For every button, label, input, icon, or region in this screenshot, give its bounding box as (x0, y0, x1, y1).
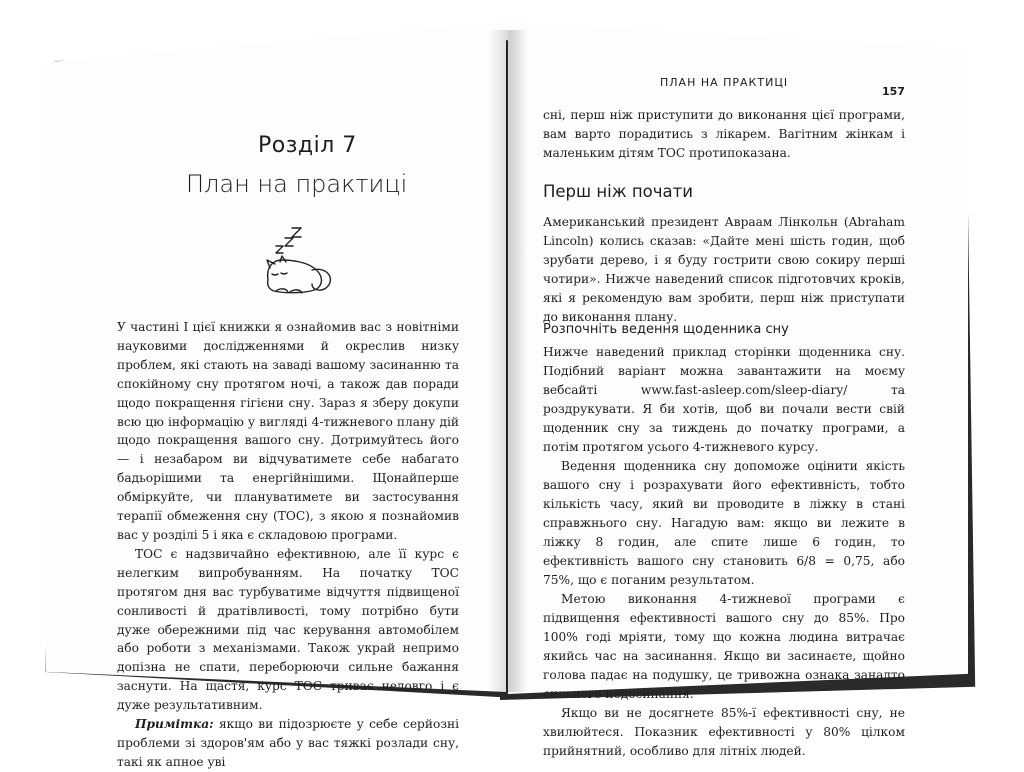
paragraph: ТОС є надзвичайно ефективною, але її курс є нелегким випробуванням. На початку ТОС протягом дня вас турбуватиме відчуття підвищеної сонливості й дратівливості, тому потрібно бути дуже обережними під час керування автомобілем або роботи з механізмами. Також украй непримо допізна не спати, переборюючи сильне бажання заснути. На щастя, курс ТОС триває недовго і є дуже результативним. (117, 546, 459, 713)
right-body-text (543, 343, 905, 761)
paragraph: Якщо ви не досягнете 85%-ї ефективності сну, не хвилюйтеся. Показник ефективності у 80% цілком прийнятний, особливо для літніх людей. (543, 706, 905, 758)
paragraph: Метою виконання 4-тижневої програми є підвищення ефективності вашого сну до 85%. Про 100% годі мріяти, тому що кожна людина витрачає якийсь час на засинання. Якщо ви засинаєте, щойно голова падає на подушку, це тривожна ознака занадто сильного недосипання. (543, 592, 905, 701)
note-lead: Примітка: (135, 717, 214, 732)
paragraph: Нижче наведений приклад сторінки щоденника сну. Подібний варіант можна завантажити на моєму вебсайті www.fast-asleep.com/sleep-diary/ та роздрукувати. Я би хотів, щоб ви почали вести свій щоденник сну за тиждень до початку програми, а потім протягом усього 4-тижневого курсу. (543, 345, 905, 454)
page-number: 157 (882, 85, 905, 98)
paragraph: У частині I цієї книжки я ознайомив вас з новітніми науковими дослідженнями й окреслив низку проблем, які стають на заваді вашому засинанню та спокійному сну протягом ночі, а також дав поради щодо покращення гігієни сну. Зараз я зберу докупи всю цю інформацію у вигляді 4-тижневого плану дій щодо покращення вашого сну. Дотримуйтесь його — і незабаром ви відчуватимете себе набагато бадьорішими та енергійнішими. Щонайперше обміркуйте, чи плануватимете ви застосування терапії обмеження сну (ТОС), з якою я познайомив вас у розділі 5 і яка є складовою програми. (117, 320, 459, 542)
book-gutter (488, 30, 528, 692)
paragraph: Американський президент Авраам Лінкольн (Abraham Lincoln) колись сказав: «Дайте мені шість годин, щоб зрубати дерево, і я буду гострити свою сокиру перші чотири». Нижче наведений список підготовчих кроків, які я рекомендую вам зробити, перш ніж приступати до виконання плану. (543, 215, 905, 324)
continued-paragraph (543, 106, 905, 163)
subsection-heading: Розпочніть ведення щоденника сну (543, 322, 789, 337)
intro-text (543, 213, 905, 327)
chapter-title: План на практиці (186, 170, 408, 198)
paragraph: Ведення щоденника сну допоможе оцінити якість вашого сну і розрахувати його ефективність, тобто кількість часу, який ви проводите в ліжку в стані справжнього сну. Нагадую вам: якщо ви лежите в ліжку 8 годин, але спите лише 6 годин, то ефективність вашого сну становить 6/8 = 0,75, або 75%, що є поганим результатом. (543, 459, 905, 587)
note-paragraph (117, 715, 459, 772)
left-body-text (117, 318, 459, 772)
sleeping-cat-icon (246, 218, 346, 298)
chapter-number: Розділ 7 (258, 133, 357, 158)
section-heading: Перш ніж почати (543, 182, 693, 201)
paragraph: сні, перш ніж приступити до виконання цієї програми, вам варто порадитись з лікарем. Вагітним жінкам і маленьким дітям ТОС протипоказана. (543, 108, 905, 160)
note-text: якщо ви підозрюєте у себе серйозні проблеми зі здоров'ям або у вас тяжкі розлади сну, такі як апное уві (117, 717, 459, 769)
running-header: ПЛАН НА ПРАКТИЦІ (660, 76, 789, 89)
